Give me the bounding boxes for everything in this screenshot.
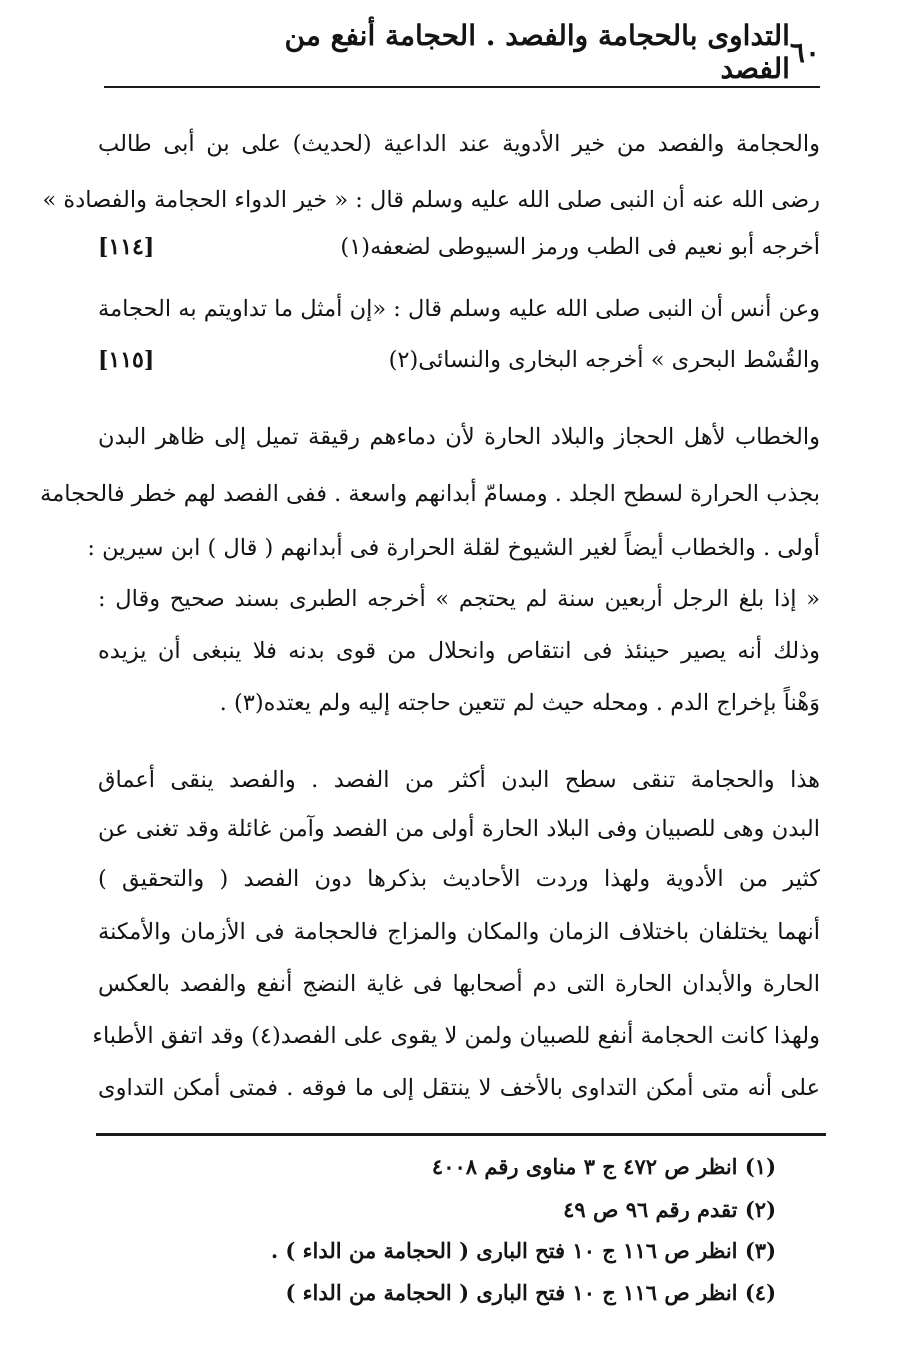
header-divider xyxy=(104,86,820,88)
body-line: كثير من الأدوية ولهذا وردت الأحاديث بذكرها دون الفصد ( والتحقيق ) xyxy=(98,866,820,892)
body-line: والخطاب لأهل الحجاز والبلاد الحارة لأن دماءهم رقيقة تميل إلى ظاهر البدن xyxy=(98,424,820,450)
body-line: بجذب الحرارة لسطح الجلد . ومسامّ أبدانهم واسعة . ففى الفصد لهم خطر فالحجامة xyxy=(40,481,820,507)
footnote: (٣) انظر ص ١١٦ ج ١٠ فتح البارى ( الحجامة من الداء ) . xyxy=(270,1238,776,1263)
body-line: أنهما يختلفان باختلاف الزمان والمكان والمزاج فالحجامة فى الأزمان والأمكنة xyxy=(98,919,820,945)
body-line: « إذا بلغ الرجل أربعين سنة لم يحتجم » أخرجه الطبرى بسند صحيح وقال : xyxy=(98,586,820,612)
body-line: ولهذا كانت الحجامة أنفع للصبيان ولمن لا يقوى على الفصد(٤) وقد اتفق الأطباء xyxy=(92,1023,820,1049)
body-line-text: أخرجه أبو نعيم فى الطب ورمز السيوطى لضعفه(١) xyxy=(340,234,820,260)
running-title: التداوى بالحجامة والفصد . الحجامة أنفع من الفصد xyxy=(284,19,790,85)
body-line: وذلك أنه يصير حينئذ فى انتقاص وانحلال من قوى بدنه فلا ينبغى أن يزيده xyxy=(98,638,820,664)
hadith-reference-number: [١١٥] xyxy=(98,347,155,373)
body-line: البدن وهى للصبيان وفى البلاد الحارة أولى من الفصد وآمن غائلة وقد تغنى عن xyxy=(98,816,820,842)
footnote: (١) انظر ص ٤٧٢ ج ٣ مناوى رقم ٤٠٠٨ xyxy=(431,1154,776,1179)
footnote-divider xyxy=(96,1133,826,1136)
body-line-text: والقُسْط البحرى » أخرجه البخارى والنسائى(٢) xyxy=(388,347,820,373)
page-number: ٦٠ xyxy=(789,35,820,69)
hadith-reference-number: [١١٤] xyxy=(98,234,155,260)
body-line: على أنه متى أمكن التداوى بالأخف لا ينتقل إلى ما فوقه . فمتى أمكن التداوى xyxy=(98,1075,820,1101)
body-line: هذا والحجامة تنقى سطح البدن أكثر من الفصد . والفصد ينقى أعماق xyxy=(98,767,820,793)
page-header xyxy=(245,19,820,85)
body-line: رضى الله عنه أن النبى صلى الله عليه وسلم قال : « خير الدواء الحجامة والفصادة » xyxy=(42,187,820,213)
body-line: الحارة والأبدان الحارة التى دم أصحابها فى غاية النضج أنفع والفصد بالعكس xyxy=(98,971,820,997)
body-line-cited xyxy=(98,230,820,264)
footnote: (٢) تقدم رقم ٩٦ ص ٤٩ xyxy=(563,1197,776,1222)
body-line: والحجامة والفصد من خير الأدوية عند الداعية (لحديث) على بن أبى طالب xyxy=(98,131,820,157)
footnote: (٤) انظر ص ١١٦ ج ١٠ فتح البارى ( الحجامة من الداء ) xyxy=(285,1280,776,1305)
body-line: وعن أنس أن النبى صلى الله عليه وسلم قال : «إن أمثل ما تداويتم به الحجامة xyxy=(98,296,820,322)
body-line: وَهْناً بإخراج الدم . ومحله حيث لم تتعين حاجته إليه ولم يعتده(٣) . xyxy=(219,690,820,716)
body-line-cited xyxy=(98,343,820,377)
body-line: أولى . والخطاب أيضاً لغير الشيوخ لقلة الحرارة فى أبدانهم ( قال ) ابن سيرين : xyxy=(87,535,820,561)
